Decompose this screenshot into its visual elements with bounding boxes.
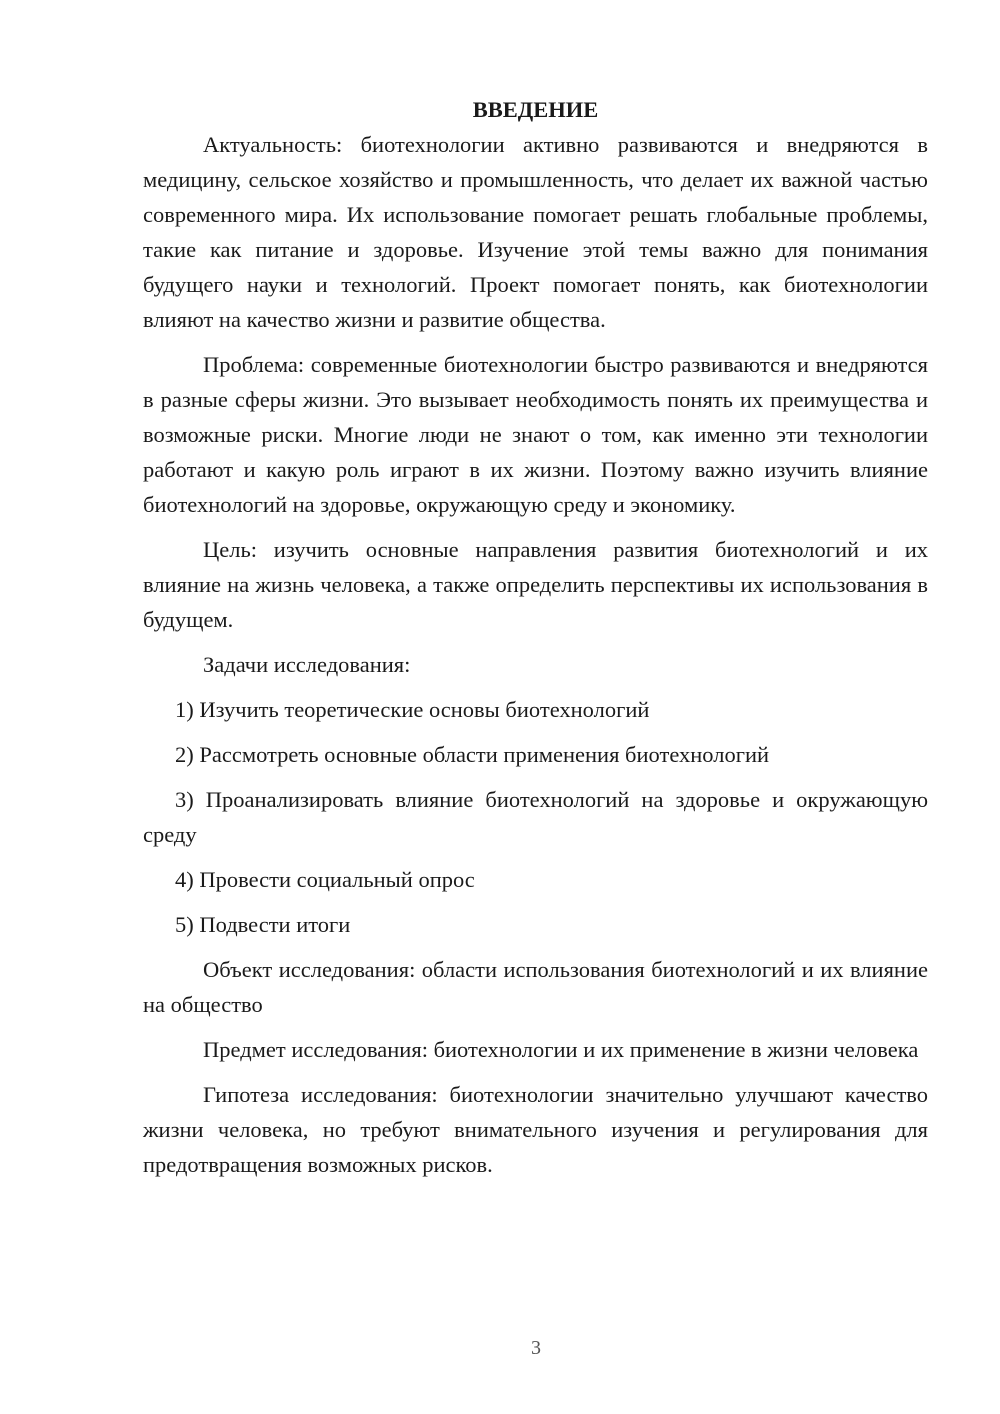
section-title: ВВЕДЕНИЕ bbox=[472, 97, 599, 122]
paragraph-subject: Предмет исследования: биотехнологии и их применение в жизни человека bbox=[203, 1037, 919, 1062]
paragraph-goal: Цель: изучить основные направления развития биотехнологий и их влияние на жизнь человека, а также определить перспективы их использования в будущем. bbox=[143, 537, 928, 632]
task-item-5: 5) Подвести итоги bbox=[175, 912, 351, 937]
tasks-heading: Задачи исследования: bbox=[203, 652, 411, 677]
paragraph-hypothesis: Гипотеза исследования: биотехнологии значительно улучшают качество жизни человека, но требуют внимательного изучения и регулирования для предотвращения возможных рисков. bbox=[143, 1082, 928, 1177]
task-item-3: 3) Проанализировать влияние биотехнологий на здоровье и окружающую среду bbox=[143, 787, 928, 847]
paragraph-object: Объект исследования: области использования биотехнологий и их влияние на общество bbox=[143, 957, 928, 1017]
document-page bbox=[143, 92, 928, 1182]
task-item-2: 2) Рассмотреть основные области применения биотехнологий bbox=[175, 742, 770, 767]
paragraph-problem: Проблема: современные биотехнологии быстро развиваются и внедряются в разные сферы жизни. Это вызывает необходимость понять их преимущества и возможные риски. Многие люди не знают о том, как именно эти технологии работают и какую роль играют в их жизни. Поэтому важно изучить влияние биотехнологий на здоровье, окружающую среду и экономику. bbox=[143, 352, 928, 517]
task-item-4: 4) Провести социальный опрос bbox=[175, 867, 475, 892]
task-item-1: 1) Изучить теоретические основы биотехнологий bbox=[175, 697, 650, 722]
page-number: 3 bbox=[531, 1337, 541, 1359]
paragraph-relevance: Актуальность: биотехнологии активно развиваются и внедряются в медицину, сельское хозяйство и промышленность, что делает их важной частью современного мира. Их использование помогает решать глобальные проблемы, такие как питание и здоровье. Изучение этой темы важно для понимания будущего науки и технологий. Проект помогает понять, как биотехнологии влияют на качество жизни и развитие общества. bbox=[143, 132, 928, 332]
